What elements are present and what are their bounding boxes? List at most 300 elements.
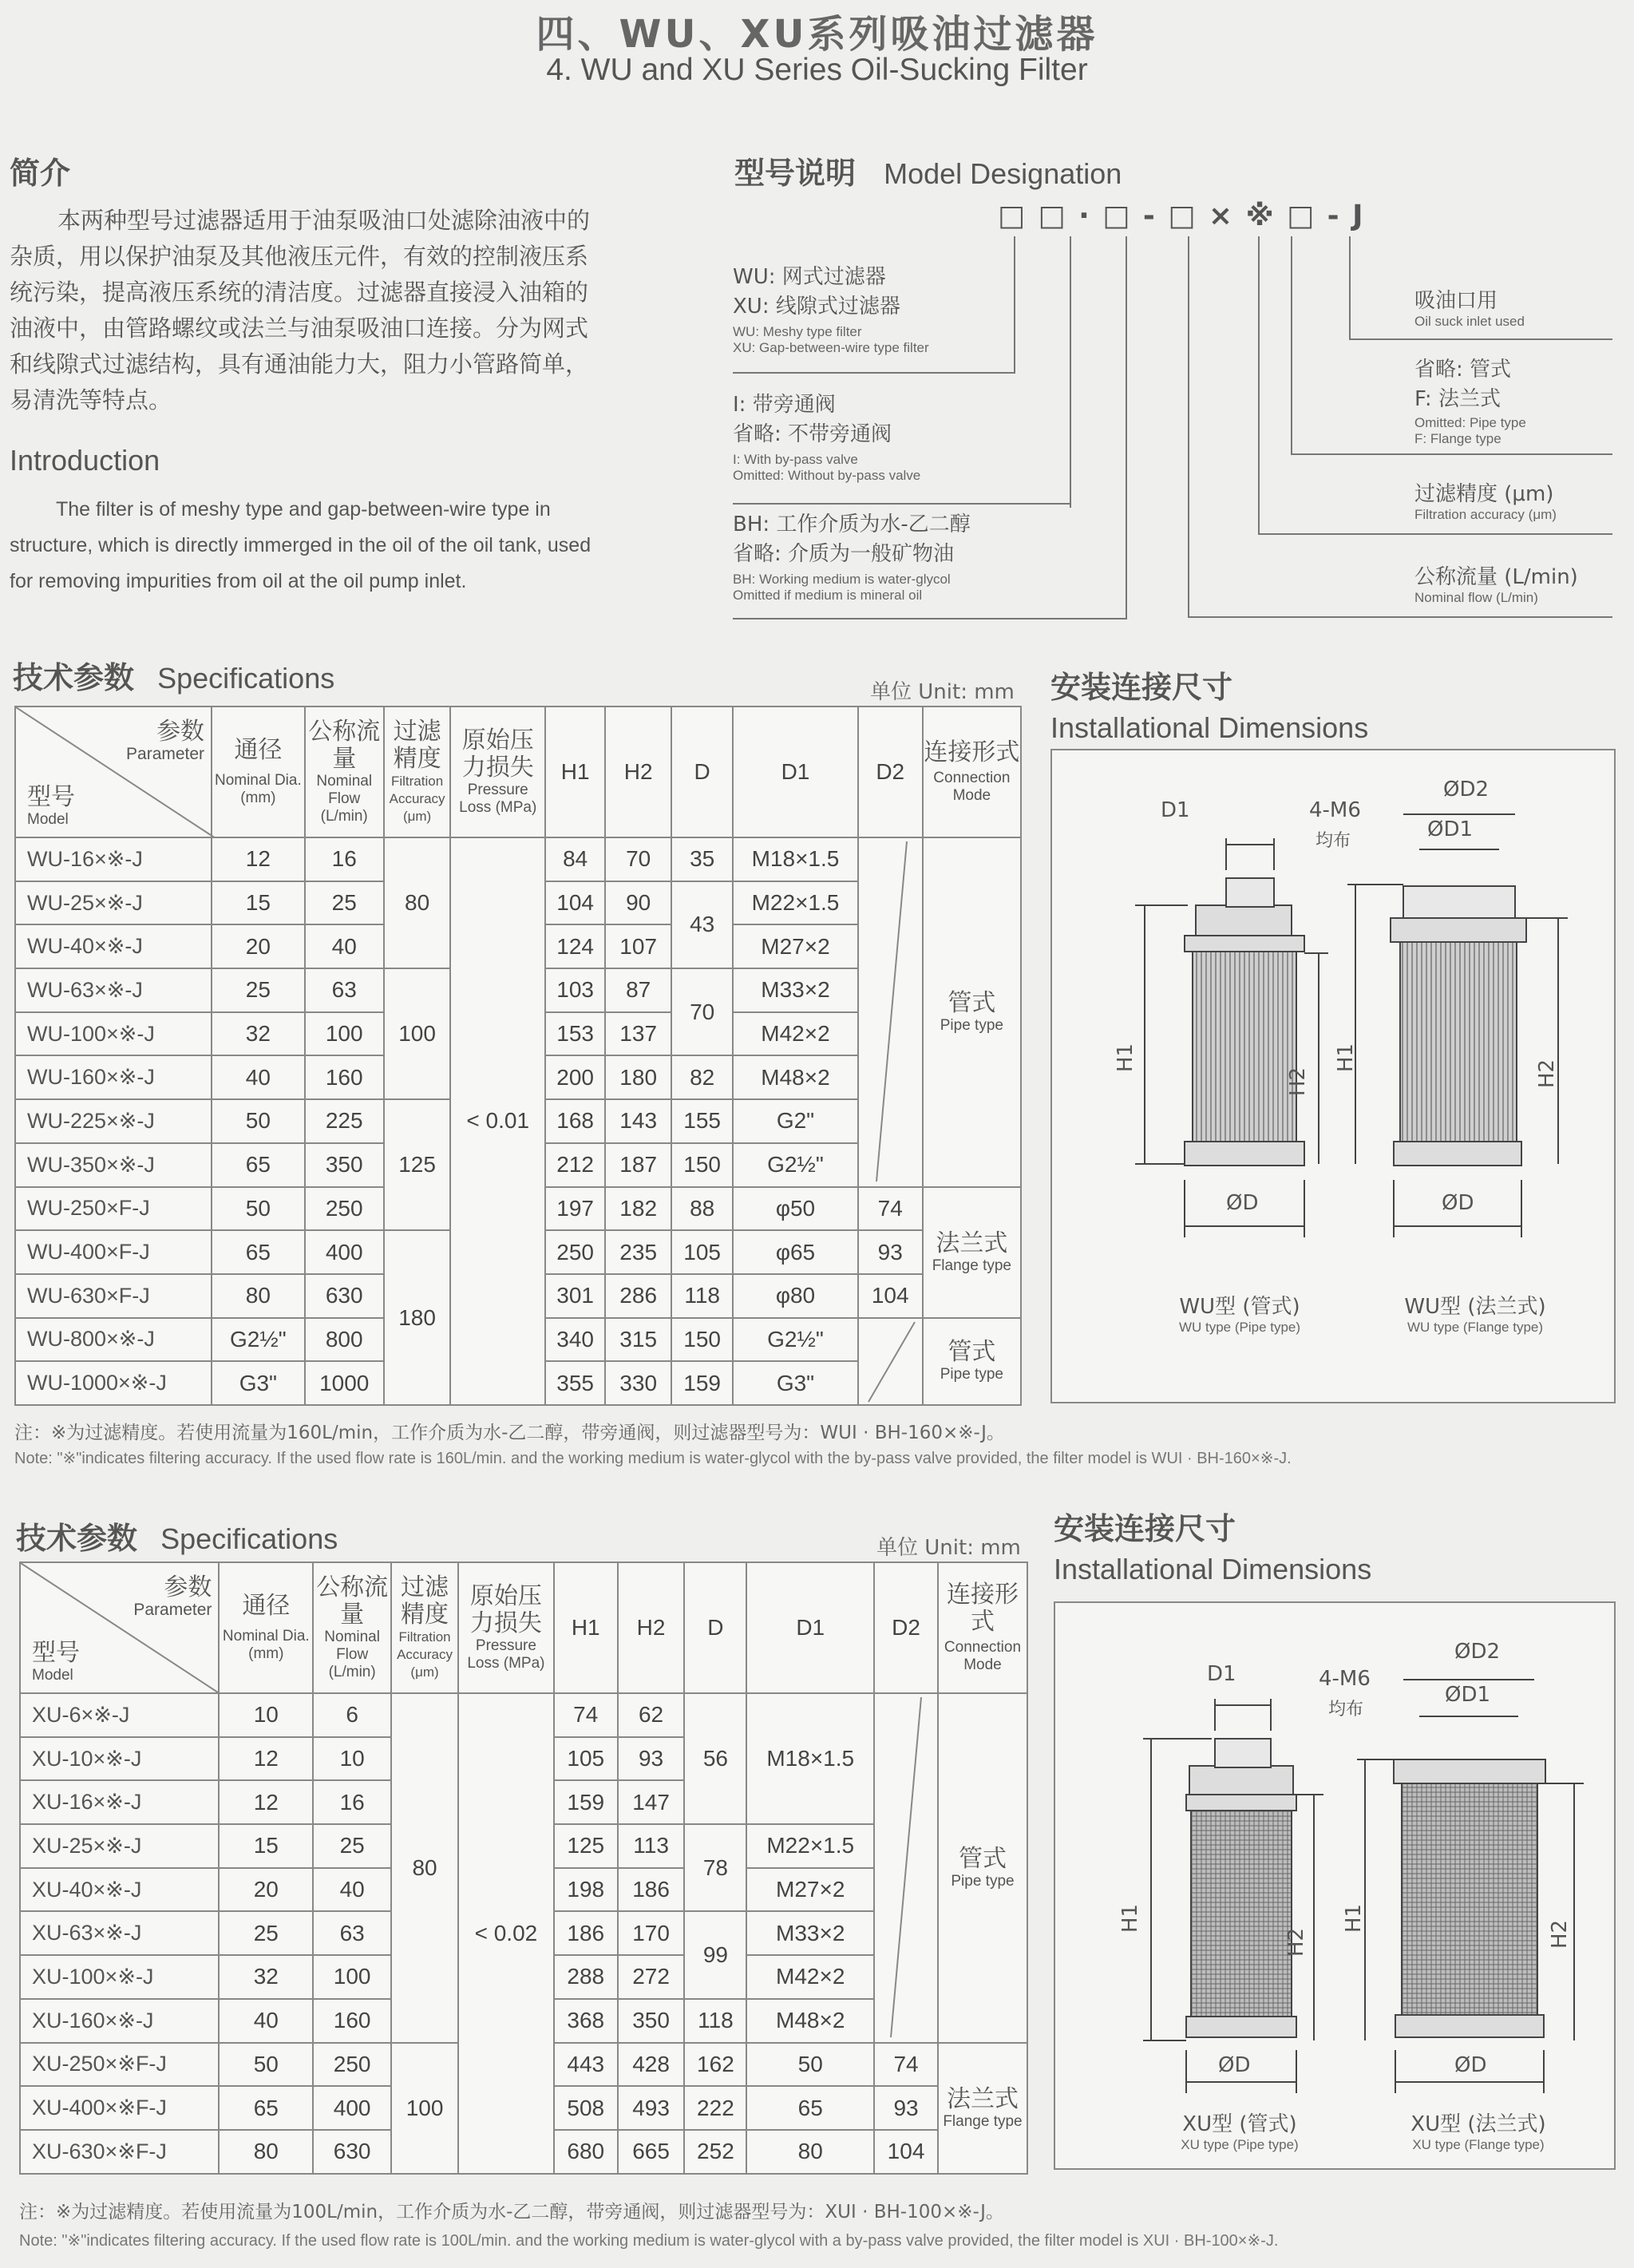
table-cell: 222 [684, 2086, 746, 2130]
text: 省略: 管式 [1414, 358, 1512, 382]
table-cell: 630 [313, 2130, 391, 2174]
table-cell: 6 [313, 1693, 391, 1737]
table-cell: 93 [618, 1737, 685, 1781]
text: Flange type [943, 2112, 1023, 2130]
label-h1: H1 [1118, 1903, 1143, 1934]
header-d2: D2 [874, 1562, 938, 1693]
table-header-row [20, 1562, 1027, 1693]
table-cell: 180 [605, 1055, 671, 1099]
header-h1: H1 [554, 1562, 618, 1693]
text: WU型 (管式) [1179, 1295, 1300, 1319]
table-cell: 443 [554, 2043, 618, 2087]
model-cell: WU-40×※-J [15, 924, 212, 968]
table-cell: 150 [671, 1143, 733, 1187]
table-cell: 182 [605, 1187, 671, 1231]
table-cell: 25 [219, 1911, 313, 1955]
md-connector [1014, 236, 1015, 372]
header-h2: H2 [618, 1562, 685, 1693]
label-h2-flange: H2 [1535, 1059, 1560, 1089]
table-cell: 186 [554, 1911, 618, 1955]
text: XU type (Pipe type) [1181, 2137, 1299, 2152]
table-cell: M27×2 [746, 1868, 874, 1912]
table-cell: 665 [618, 2130, 685, 2174]
header-d1: D1 [746, 1562, 874, 1693]
table-cell: 25 [212, 968, 305, 1012]
install1-heading [1050, 663, 1368, 745]
text: Model [27, 811, 69, 828]
specs2-heading [16, 1514, 338, 1558]
header-d1: D1 [733, 707, 858, 837]
text: 技术参数 [16, 1521, 138, 1556]
intro-heading-cn: 简介 [10, 156, 71, 191]
specs2-unit: 单位 Unit: mm [876, 1536, 1021, 1560]
table-cell: 74 [874, 2043, 938, 2087]
d2-empty [874, 1693, 938, 2043]
text: 连接形式 [924, 738, 1020, 766]
text: Installational Dimensions [1050, 711, 1369, 744]
table-cell: 197 [545, 1187, 605, 1231]
specs1-table [14, 706, 1022, 1406]
table-cell: 301 [545, 1274, 605, 1318]
note2-en: Note: "※"indicates filtering accuracy. If the used flow rate is 100L/min. and the working medium is water-glycol with a by-pass valve provided, the filter model is XUI · BH-100×※-J. [19, 2232, 1279, 2250]
page-title: 四、WU、XU系列吸油过滤器 [536, 12, 1098, 57]
install2-drawing [1054, 1601, 1616, 2170]
text: Model [32, 1667, 73, 1684]
text: 原始压力损失 [461, 726, 534, 782]
table-cell: 187 [605, 1143, 671, 1187]
text: 省略: 介质为一般矿物油 [733, 542, 955, 566]
table-cell: 84 [545, 837, 605, 881]
table-cell: 15 [212, 881, 305, 925]
table-cell: 15 [219, 1824, 313, 1868]
text: 通径 [242, 1592, 291, 1620]
md-connector [1258, 236, 1260, 535]
table-cell: G2½" [733, 1143, 858, 1187]
text: XU型 (管式) [1182, 2112, 1297, 2136]
table-cell: G2" [733, 1099, 858, 1143]
header-connection [938, 1562, 1027, 1693]
md-item-accuracy [1414, 477, 1622, 523]
table-cell: 25 [313, 1824, 391, 1868]
param-model-header [20, 1562, 219, 1693]
table-cell: 25 [305, 881, 384, 925]
table-cell: 125 [384, 1099, 451, 1230]
md-connector [1188, 236, 1189, 616]
label-d2: ØD2 [1443, 778, 1490, 802]
table-cell: 50 [212, 1099, 305, 1143]
table-cell: 368 [554, 1999, 618, 2043]
table-cell: 118 [671, 1274, 733, 1318]
table-cell: 65 [212, 1230, 305, 1274]
table-cell: 62 [618, 1693, 685, 1737]
table-cell: 200 [545, 1055, 605, 1099]
table-cell: 80 [746, 2130, 874, 2174]
label-h1-flange: H1 [1342, 1903, 1367, 1934]
text: Filtration accuracy (μm) [1414, 507, 1557, 522]
text: WU: Meshy type filter [733, 324, 862, 339]
model-designation-heading [734, 148, 1122, 192]
text: 连接形式 [946, 1581, 1019, 1636]
table-cell: 63 [313, 1911, 391, 1955]
text: 公称流量 [308, 718, 381, 773]
md-connector [1070, 236, 1071, 508]
table-cell: 90 [605, 881, 671, 925]
text: F: 法兰式 [1414, 387, 1501, 411]
table-cell: 428 [618, 2043, 685, 2087]
table-cell: G2½" [212, 1318, 305, 1362]
table-cell: 12 [219, 1737, 313, 1781]
table-cell: 40 [313, 1868, 391, 1912]
text: 法兰式 [946, 2084, 1019, 2113]
table-cell: M22×1.5 [746, 1824, 874, 1868]
pressure-loss: < 0.01 [450, 837, 545, 1405]
text: BH: Working medium is water-glycol [733, 572, 951, 587]
table-cell: 88 [671, 1187, 733, 1231]
conn-pipe-2 [923, 1318, 1021, 1405]
label-h2: H2 [1284, 1927, 1309, 1957]
label-h1: H1 [1114, 1043, 1138, 1073]
specs1-unit: 单位 Unit: mm [870, 680, 1015, 704]
table-cell [938, 2043, 1027, 2174]
table-cell: 82 [671, 1055, 733, 1099]
table-cell: 630 [305, 1274, 384, 1318]
text: 过滤精度 (μm) [1414, 482, 1554, 506]
table-cell: G3" [212, 1361, 305, 1405]
table-cell: 150 [671, 1318, 733, 1362]
intro-line: 本两种型号过滤器适用于油泵吸油口处滤除油液中的 [57, 207, 591, 234]
md-item-inlet [1414, 284, 1614, 330]
text: WU type (Flange type) [1407, 1320, 1544, 1335]
table-cell: 80 [391, 1693, 458, 2043]
text: Filtration Accuracy (μm) [389, 774, 445, 824]
model-cell: WU-16×※-J [15, 837, 212, 881]
text: Flange type [932, 1257, 1011, 1274]
intro-line: 和线隙式过滤结构，具有通油能力大，阻力小管路简单， [10, 350, 589, 378]
table-cell: 105 [554, 1737, 618, 1781]
model-cell: WU-1000×※-J [15, 1361, 212, 1405]
table-cell: 180 [384, 1230, 451, 1405]
table-cell: 80 [219, 2130, 313, 2174]
text: Nominal Flow (L/min) [324, 1629, 380, 1680]
header-d: D [684, 1562, 746, 1693]
text: 吸油口用 [1414, 289, 1498, 313]
table-cell: 162 [684, 2043, 746, 2087]
md-item-connection [1414, 353, 1614, 447]
label-d2: ØD2 [1454, 1640, 1501, 1664]
table-cell: 143 [605, 1099, 671, 1143]
accuracy-80: 80 [384, 837, 451, 968]
caption-xu-flange [1375, 2108, 1582, 2153]
md-item-bypass [733, 388, 1068, 484]
table-cell: 100 [313, 1955, 391, 1999]
table-cell: 235 [605, 1230, 671, 1274]
header-h1: H1 [545, 707, 605, 837]
intro-paragraph-en [10, 492, 648, 600]
table-cell: 250 [313, 2043, 391, 2087]
table-cell: 250 [545, 1230, 605, 1274]
conn-flange [923, 1187, 1021, 1318]
table-cell: 252 [684, 2130, 746, 2174]
text: 省略: 不带旁通阀 [733, 422, 892, 446]
text: 型号 [32, 1639, 80, 1667]
text: 公称流量 [316, 1573, 389, 1629]
table-cell: G2½" [733, 1318, 858, 1362]
text: Oil suck inlet used [1414, 314, 1525, 329]
md-underline [1258, 533, 1612, 535]
model-cell: XU-10×※-J [20, 1737, 219, 1781]
table-cell: 35 [671, 837, 733, 881]
table-cell: 93 [874, 2086, 938, 2130]
table-cell: 198 [554, 1868, 618, 1912]
table-cell: M48×2 [733, 1055, 858, 1099]
label-h2-flange: H2 [1548, 1919, 1573, 1949]
md-underline [1349, 338, 1612, 340]
header-dia [212, 707, 305, 837]
model-cell: XU-400×※F-J [20, 2086, 219, 2130]
table-cell: 493 [618, 2086, 685, 2130]
table-cell: 74 [858, 1187, 923, 1231]
table-cell: 1000 [305, 1361, 384, 1405]
model-cell: XU-40×※-J [20, 1868, 219, 1912]
header-pressure-loss [450, 707, 545, 837]
table-cell: 10 [219, 1693, 313, 1737]
note2-cn: 注：※为过滤精度。若使用流量为100L/min，工作介质为水-乙二醇，带旁通阀，则过滤器型号为：XUI · BH-100×※-J。 [19, 2202, 1004, 2222]
table-cell: 43 [671, 881, 733, 968]
model-cell: XU-100×※-J [20, 1955, 219, 1999]
text: Pipe type [940, 1366, 1003, 1383]
label-m6: 4-M6 [1319, 1667, 1371, 1691]
intro-line: 杂质，用以保护油泵及其他液压元件，有效的控制液压系 [10, 243, 589, 270]
table-cell: 186 [618, 1868, 685, 1912]
model-cell: WU-63×※-J [15, 968, 212, 1012]
text: Omitted: Pipe type [1414, 415, 1526, 430]
model-cell: WU-400×F-J [15, 1230, 212, 1274]
text: 技术参数 [13, 660, 135, 695]
table-cell: 104 [545, 881, 605, 925]
text: Pipe type [940, 1016, 1003, 1034]
specs2-table [19, 1561, 1028, 2175]
table-cell: 170 [618, 1911, 685, 1955]
text: Pressure Loss (MPa) [459, 782, 537, 816]
param-model-header [15, 707, 212, 837]
table-cell: M48×2 [746, 1999, 874, 2043]
text: 参数 [164, 1573, 212, 1601]
table-cell: 160 [313, 1999, 391, 2043]
table-cell: 78 [684, 1824, 746, 1911]
header-d2: D2 [858, 707, 923, 837]
text: 管式 [948, 988, 996, 1017]
table-cell: 250 [305, 1187, 384, 1231]
table-cell: 400 [305, 1230, 384, 1274]
intro-en-line: structure, which is directly immerged in the oil of the oil tank, used [10, 534, 591, 556]
table-cell: M22×1.5 [733, 881, 858, 925]
md-underline [733, 503, 1071, 505]
text: Connection Mode [933, 770, 1011, 804]
table-cell: 16 [305, 837, 384, 881]
model-cell: WU-800×※-J [15, 1318, 212, 1362]
label-od1: ØD1 [1427, 817, 1474, 841]
table-cell: 212 [545, 1143, 605, 1187]
table-cell: 99 [684, 1911, 746, 1998]
model-cell: WU-350×※-J [15, 1143, 212, 1187]
table-cell: 113 [618, 1824, 685, 1868]
table-cell: 16 [313, 1780, 391, 1824]
table-cell: 74 [554, 1693, 618, 1737]
text: 参数 [156, 718, 205, 746]
model-cell: WU-630×F-J [15, 1274, 212, 1318]
table-cell: 100 [391, 2043, 458, 2174]
table-header-row [15, 707, 1021, 837]
install2-heading [1054, 1504, 1371, 1586]
install1-drawing [1050, 749, 1616, 1403]
md-connector [1126, 236, 1127, 619]
table-cell: M42×2 [746, 1955, 874, 1999]
table-cell: 32 [212, 1012, 305, 1056]
table-cell: 107 [605, 924, 671, 968]
md-connector [1349, 236, 1351, 340]
md-item-flow [1414, 560, 1622, 606]
table-cell: 147 [618, 1780, 685, 1824]
model-cell: XU-160×※-J [20, 1999, 219, 2043]
text: Nominal Dia. (mm) [222, 1628, 310, 1662]
table-cell: 272 [618, 1955, 685, 1999]
text: 过滤精度 [393, 718, 441, 773]
text: 原始压力损失 [469, 1582, 542, 1637]
table-cell: M33×2 [746, 1911, 874, 1955]
text: 管式 [948, 1338, 996, 1367]
text: Nominal Flow (L/min) [316, 773, 373, 825]
table-cell: 12 [219, 1780, 313, 1824]
label-d1: D1 [1161, 798, 1190, 822]
table-cell: < 0.02 [458, 1693, 554, 2174]
table-cell: M33×2 [733, 968, 858, 1012]
table-cell: 20 [219, 1868, 313, 1912]
text: 法兰式 [936, 1229, 1008, 1257]
table-cell: M27×2 [733, 924, 858, 968]
md-connector [1291, 236, 1292, 453]
text: BH: 工作介质为水-乙二醇 [733, 513, 971, 536]
header-h2: H2 [605, 707, 671, 837]
label-m6: 4-M6 [1309, 798, 1361, 822]
table-cell: 160 [305, 1055, 384, 1099]
header-flow [305, 707, 384, 837]
text: Specifications [160, 1522, 338, 1555]
md-underline [1291, 453, 1612, 455]
table-cell: 10 [313, 1737, 391, 1781]
model-cell: WU-250×F-J [15, 1187, 212, 1231]
table-cell: 340 [545, 1318, 605, 1362]
table-cell: 40 [219, 1999, 313, 2043]
model-cell: XU-16×※-J [20, 1780, 219, 1824]
header-pressure-loss [458, 1562, 554, 1693]
table-cell: G3" [733, 1361, 858, 1405]
label-od-flange: ØD [1442, 1191, 1474, 1215]
intro-en-line: The filter is of meshy type and gap-between-wire type in [56, 498, 551, 520]
header-accuracy [384, 707, 451, 837]
caption-wu-pipe [1140, 1290, 1339, 1336]
md-underline [733, 618, 1127, 619]
table-cell: 105 [671, 1230, 733, 1274]
table-cell: 65 [746, 2086, 874, 2130]
text: Omitted if medium is mineral oil [733, 588, 923, 603]
table-cell: 100 [305, 1012, 384, 1056]
text: Connection Mode [944, 1639, 1022, 1673]
table-cell: φ65 [733, 1230, 858, 1274]
table-cell: 118 [684, 1999, 746, 2043]
model-cell: XU-63×※-J [20, 1911, 219, 1955]
caption-xu-pipe [1140, 2108, 1339, 2153]
text: Omitted: Without by-pass valve [733, 468, 921, 483]
table-cell: 32 [219, 1955, 313, 1999]
table-cell: 40 [212, 1055, 305, 1099]
text: 通径 [234, 736, 283, 764]
model-code: □ □ · □ - □ × ※ □ - J [998, 200, 1365, 232]
intro-heading-en: Introduction [10, 444, 160, 477]
table-cell: 80 [212, 1274, 305, 1318]
md-heading-cn: 型号说明 [734, 156, 857, 191]
table-cell: 12 [212, 837, 305, 881]
table-cell: M18×1.5 [733, 837, 858, 881]
md-underline [1188, 616, 1612, 618]
table-cell: 350 [618, 1999, 685, 2043]
label-d1: D1 [1207, 1662, 1236, 1686]
table-cell: 20 [212, 924, 305, 968]
model-cell: WU-100×※-J [15, 1012, 212, 1056]
table-cell: 56 [684, 1693, 746, 1824]
label-od: ØD [1218, 2053, 1251, 2077]
table-cell: 680 [554, 2130, 618, 2174]
label-h1-flange: H1 [1334, 1043, 1359, 1073]
table-cell: 100 [384, 968, 451, 1099]
text: WU: 网式过滤器 [733, 265, 886, 289]
table-cell: 125 [554, 1824, 618, 1868]
table-cell: 65 [219, 2086, 313, 2130]
header-d: D [671, 707, 733, 837]
table-cell: 70 [671, 968, 733, 1055]
note1-cn: 注：※为过滤精度。若使用流量为160L/min，工作介质为水-乙二醇，带旁通阀，则过滤器型号为：WUI · BH-160×※-J。 [14, 1423, 1005, 1443]
model-cell: XU-6×※-J [20, 1693, 219, 1737]
text: Nominal Dia. (mm) [214, 772, 302, 806]
text: F: Flange type [1414, 431, 1501, 446]
text: Nominal flow (L/min) [1414, 590, 1538, 605]
table-cell: 70 [605, 837, 671, 881]
text: Parameter [126, 745, 205, 763]
intro-en-line: for removing impurities from oil at the oil pump inlet. [10, 570, 467, 592]
header-flow [313, 1562, 391, 1693]
table-cell: φ80 [733, 1274, 858, 1318]
conn-pipe [923, 837, 1021, 1187]
md-item-type [733, 260, 1014, 356]
table-row [15, 837, 1021, 881]
table-cell: 800 [305, 1318, 384, 1362]
page-subtitle: 4. WU and XU Series Oil-Sucking Filter [546, 53, 1088, 87]
table-cell: 65 [212, 1143, 305, 1187]
caption-wu-flange [1371, 1290, 1579, 1336]
text: XU: Gap-between-wire type filter [733, 340, 929, 355]
text: WU type (Pipe type) [1178, 1320, 1301, 1335]
text: I: With by-pass valve [733, 452, 858, 467]
table-cell: 330 [605, 1361, 671, 1405]
md-underline [733, 372, 1015, 374]
header-accuracy [391, 1562, 458, 1693]
table-cell: 159 [554, 1780, 618, 1824]
text: Specifications [157, 662, 335, 695]
table-cell: 155 [671, 1099, 733, 1143]
table-cell: 400 [313, 2086, 391, 2130]
table-cell: 50 [212, 1187, 305, 1231]
text: 安装连接尺寸 [1050, 670, 1233, 705]
header-connection [923, 707, 1021, 837]
